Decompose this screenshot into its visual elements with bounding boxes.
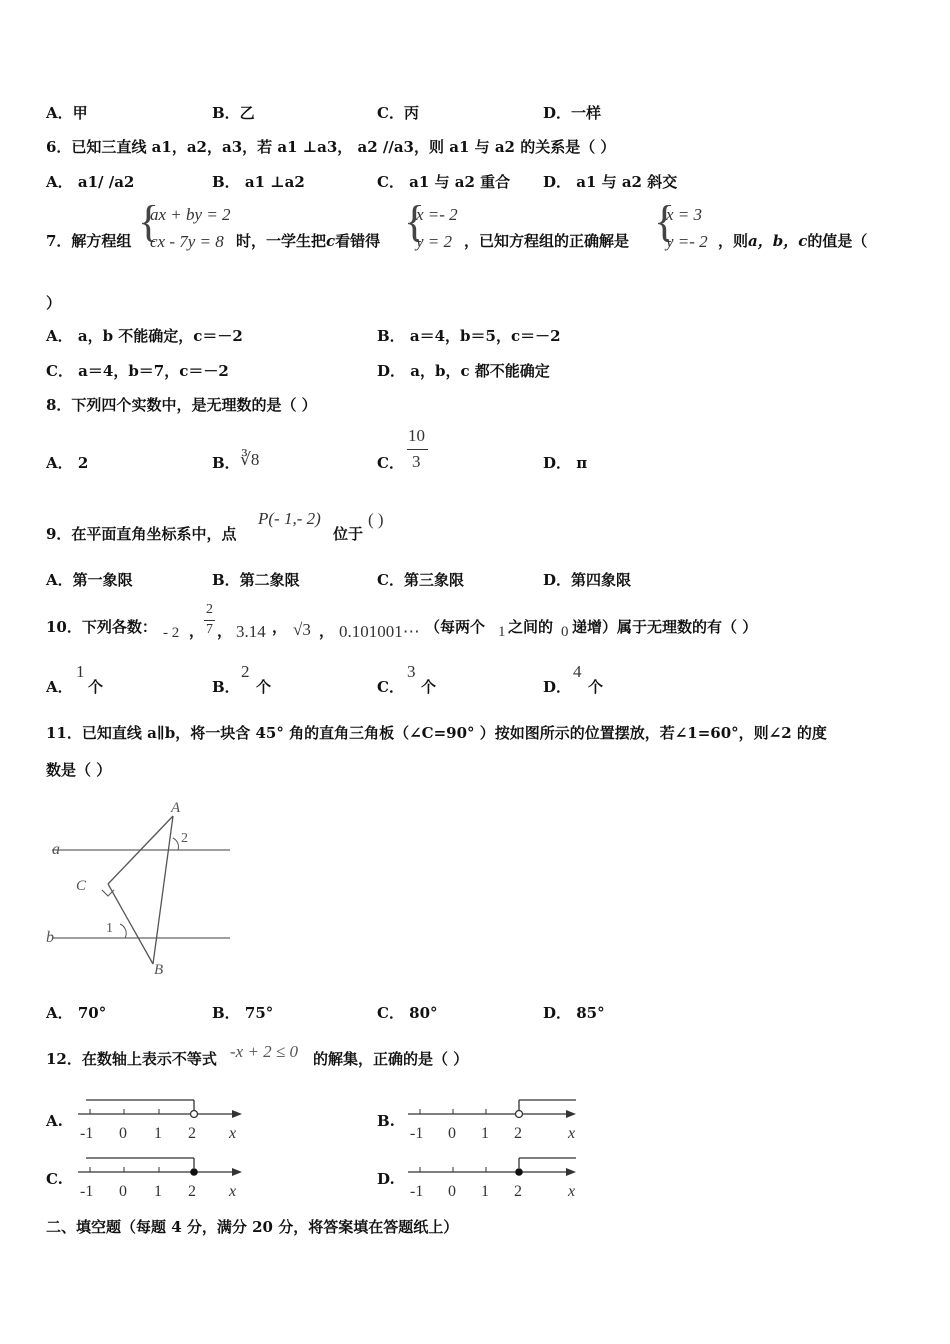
q9-paren: ( ) [368,510,384,529]
q7-option-a: A． a，b 不能确定，c＝－2 [46,327,243,345]
label-B: B [154,962,164,978]
q11-option-b: B． 75° [212,1004,274,1022]
q7-option-c: C． a＝4，b＝7，c＝－2 [46,362,229,380]
label-C: C [76,878,87,894]
q10-option-a-label: A． [46,678,73,696]
label-b: b [46,929,54,946]
q11-figure [40,796,240,980]
label-a: a [52,841,60,858]
svg-text:1: 1 [154,1125,162,1142]
q12-option-c-label: C. [46,1170,63,1188]
q8-fraction-bar [407,449,428,450]
q6-stem: 6．已知三直线 a1，a2，a3，若 a1 ⊥a3， a2 //a3，则 a1 与 a2 的关系是（ ） [46,138,616,156]
svg-text:-1: -1 [80,1125,94,1142]
q10-option-d-label: D． [543,678,572,696]
q8-option-d: D． π [543,454,588,472]
q8-option-a: A． 2 [46,454,89,472]
q10-option-d-num: 4 [573,662,582,681]
q10-comma-3: ， [272,618,288,636]
svg-text:2: 2 [514,1125,522,1142]
q7-system-3-eq1: x = 3 [666,205,703,224]
svg-text:0: 0 [448,1125,456,1142]
q9-option-c: C．第三象限 [377,571,464,589]
q10-fraction-den: 7 [206,622,213,637]
q9-option-a: A．第一象限 [46,571,133,589]
q10-fraction-num: 2 [206,602,213,617]
q11-option-c: C． 80° [377,1004,438,1022]
svg-text:2: 2 [514,1183,522,1200]
svg-text:1: 1 [481,1183,489,1200]
q11-option-a: A． 70° [46,1004,107,1022]
q10-option-c-label: C． [377,678,404,696]
q6-option-d: D． a1 与 a2 斜交 [543,173,678,191]
q10-stem-1: 10．下列各数： [46,618,157,636]
q10-sqrt3: √3 [293,620,311,639]
q8-option-b-label: B． [212,454,240,472]
q10-option-c-unit: 个 [421,678,437,696]
q6-option-c: C． a1 与 a2 重合 [377,173,511,191]
q11-stem-1: 11．已知直线 a∥b，将一块含 45° 角的直角三角板（∠C=90° ）按如图所示的位置摆放，若∠1=60°，则∠2 的度 [46,724,827,742]
q5-option-b: B．乙 [212,104,255,122]
q7-stem-4: ，则a，b，c的值是（ [718,232,868,250]
q12-option-a-label: A. [46,1112,63,1130]
triangle-side-cb [108,884,153,964]
q10-option-d-unit: 个 [588,678,604,696]
q7-option-d: D． a，b，c 都不能确定 [377,362,550,380]
q9-point: P(- 1,- 2) [258,509,321,528]
svg-text:2: 2 [188,1125,196,1142]
label-angle-2: 2 [181,831,188,846]
q11-option-d: D． 85° [543,1004,605,1022]
section-heading-fill-in: 二、填空题（每题 4 分，满分 20 分，将答案填在答题纸上） [46,1218,459,1236]
q9-stem-2: 位于 [333,525,364,543]
q12-stem-1: 12．在数轴上表示不等式 [46,1050,217,1068]
brace-3: { [654,197,676,246]
q10-comma-1: ， [189,622,205,640]
q7-stem-3: ，已知方程组的正确解是 [464,232,630,250]
q10-num-neg2: - 2 [163,625,180,641]
q10-comma-4: ， [319,622,335,640]
svg-text:-1: -1 [80,1183,94,1200]
q7-system-2-eq2: y = 2 [416,232,453,251]
q9-stem-1: 9．在平面直角坐标系中，点 [46,525,237,543]
q8-option-c-label: C． [377,454,404,472]
q12-numberline-a [72,1092,252,1148]
svg-text:-1: -1 [410,1183,424,1200]
q10-num-314: 3.14 [236,622,266,641]
q10-comma-2: ， [217,622,233,640]
svg-text:-1: -1 [410,1125,424,1142]
q5-option-d: D．一样 [543,104,602,122]
q5-option-a: A．甲 [46,104,88,122]
svg-text:1: 1 [481,1125,489,1142]
q12-stem-2: 的解集，正确的是（ ） [313,1050,469,1068]
svg-text:x: x [229,1125,237,1142]
q10-stem-3: 之间的 [508,618,554,636]
q10-option-b-unit: 个 [256,678,272,696]
q10-option-b-label: B． [212,678,240,696]
svg-text:0: 0 [119,1183,127,1200]
q10-option-c-num: 3 [407,662,416,681]
q12-numberline-b [402,1092,586,1148]
q8-cube-root-8: ∛8 [240,450,260,469]
q8-fraction-numerator: 10 [408,426,425,445]
svg-text:0: 0 [448,1183,456,1200]
label-A: A [171,800,181,816]
q7-system-3-eq2: y =- 2 [666,232,708,251]
q10-fraction-bar [204,620,215,621]
q7-stem-1: 7．解方程组 [46,232,132,250]
q12-option-d-label: D. [377,1170,395,1188]
svg-text:1: 1 [154,1183,162,1200]
q7-system-1-eq2: cx - 7y = 8 [150,232,224,251]
angle-2-arc [173,838,178,850]
q5-option-c: C．丙 [377,104,419,122]
svg-text:0: 0 [119,1125,127,1142]
q9-option-b: B．第二象限 [212,571,300,589]
brace-2: { [404,197,426,246]
q7-system-2-eq1: x =- 2 [416,205,458,224]
q12-inequality: -x + 2 ≤ 0 [230,1042,299,1061]
svg-text:x: x [568,1183,576,1200]
q10-option-b-num: 2 [241,662,250,681]
q6-option-b: B． a1 ⊥a2 [212,173,305,191]
svg-text:x: x [229,1183,237,1200]
q7-close-paren: ） [46,294,62,312]
q10-stem-4: 递增）属于无理数的有（ ） [572,618,758,636]
q10-zero: 0 [561,624,569,640]
q8-stem: 8．下列四个实数中，是无理数的是（ ） [46,396,317,414]
triangle-side-ab [153,816,173,964]
q7-option-b: B． a＝4，b＝5，c＝－2 [377,327,561,345]
q12-option-b-label: B. [377,1112,395,1130]
q10-stem-2: （每两个 [425,618,486,636]
q12-numberline-c [72,1150,252,1206]
label-angle-1: 1 [106,921,113,936]
q8-fraction-denominator: 3 [412,452,421,471]
q12-numberline-d [402,1150,586,1206]
q7-stem-2: 时，一学生把c看错得 [236,232,381,250]
svg-text:2: 2 [188,1183,196,1200]
q10-num-decimal: 0.101001⋯ [339,622,420,641]
q9-option-d: D．第四象限 [543,571,632,589]
brace-1: { [138,197,160,246]
q10-one: 1 [498,624,506,640]
angle-1-arc [120,924,126,938]
q10-option-a-num: 1 [76,662,85,681]
q10-option-a-unit: 个 [88,678,104,696]
q11-stem-2: 数是（ ） [46,761,112,779]
q6-option-a: A． a1/ /a2 [46,173,135,191]
q7-system-1-eq1: ax + by = 2 [150,205,231,224]
svg-text:x: x [568,1125,576,1142]
